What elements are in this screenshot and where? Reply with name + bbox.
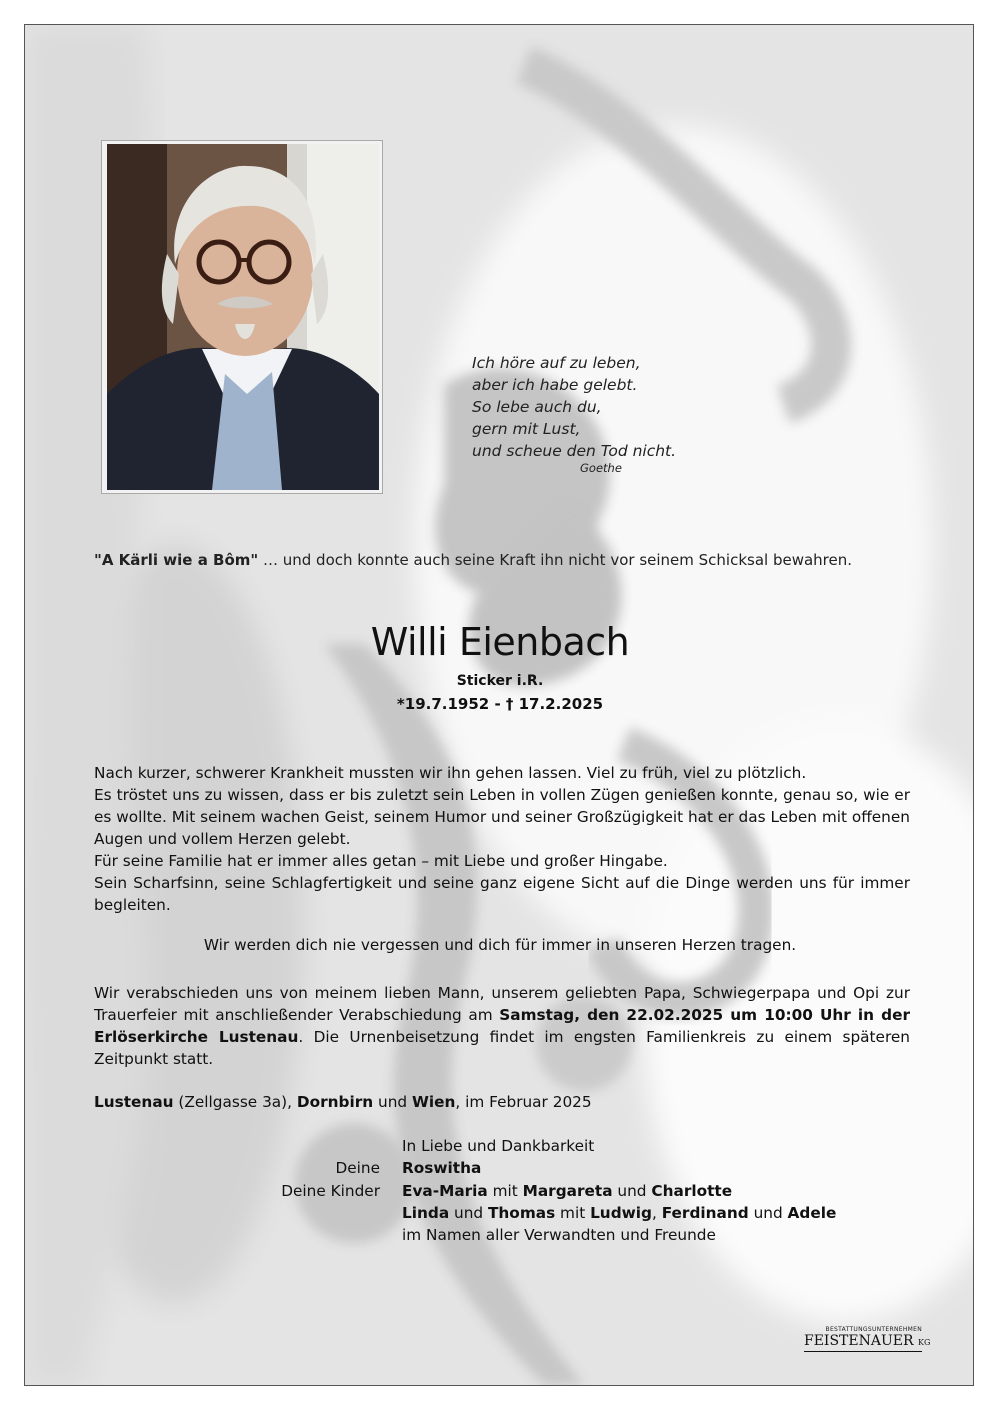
grandchild-name: Ferdinand xyxy=(661,1204,749,1222)
city-dornbirn: Dornbirn xyxy=(296,1093,374,1111)
quote-line: So lebe auch du, xyxy=(472,398,602,416)
address: (Zellgasse 3a), xyxy=(173,1093,297,1111)
month-year: , im Februar 2025 xyxy=(455,1093,592,1111)
grandchild-name: Charlotte xyxy=(651,1182,733,1200)
wife-name-text: Roswitha xyxy=(402,1159,482,1177)
children-line-1 xyxy=(402,1182,732,1200)
label-children: Deine Kinder xyxy=(281,1182,380,1200)
logo-suffix: KG xyxy=(918,1338,931,1347)
label-wife: Deine xyxy=(335,1159,380,1177)
place-date-line xyxy=(94,1093,592,1111)
obituary-text xyxy=(94,762,910,916)
quote xyxy=(472,352,792,474)
funeral-text: Wir verabschieden uns von meinem lieben Mann, unserem geliebten Papa, Schwiegerpapa und Opi zur Trauerfeier mit anschließender Verabschiedung am xyxy=(94,984,910,1024)
conjunction: und xyxy=(373,1093,412,1111)
conjunction: mit xyxy=(555,1204,591,1222)
separator: , xyxy=(651,1204,662,1222)
conjunction: mit xyxy=(487,1182,523,1200)
signature-closing: im Namen aller Verwandten und Freunde xyxy=(402,1226,716,1244)
conjunction: und xyxy=(748,1204,788,1222)
wife-name xyxy=(402,1159,481,1177)
portrait-frame xyxy=(101,140,383,494)
logo-name: FEISTENAUER xyxy=(804,1333,914,1349)
conjunction: und xyxy=(449,1204,488,1222)
conjunction: und xyxy=(612,1182,652,1200)
grandchild-name: Ludwig xyxy=(590,1204,652,1222)
funeral-announcement xyxy=(94,982,910,1070)
child-name: Eva-Maria xyxy=(402,1182,488,1200)
life-dates: *19.7.1952 - † 17.2.2025 xyxy=(396,695,604,713)
children-line-2 xyxy=(402,1204,836,1222)
quote-line: Ich höre auf zu leben, xyxy=(472,354,641,372)
profession: Sticker i.R. xyxy=(456,673,544,689)
child-name: Linda xyxy=(402,1204,450,1222)
obituary-paragraph: Sein Scharfsinn, seine Schlagfertigkeit und seine ganz eigene Sicht auf die Dinge werden uns für immer begleiten. xyxy=(94,874,910,914)
funeral-date-place: Samstag, den 22.02.2025 um 10:00 Uhr in der Erlöserkirche Lustenau xyxy=(94,1006,911,1046)
grandchild-name: Adele xyxy=(787,1204,837,1222)
city-wien: Wien xyxy=(411,1093,456,1111)
funeral-text-end: . Die Urnenbeisetzung findet im engsten Familienkreis zu einem späteren Zeitpunkt statt. xyxy=(94,1028,910,1068)
funeral-home-logo xyxy=(804,1326,931,1352)
obituary-paragraph: Es tröstet uns zu wissen, dass er bis zuletzt sein Leben in vollen Zügen genießen konnte, genau so, wie er es wollte. Mit seinem wachen Geist, seinem Humor und seiner Großzügigkeit hat er das Leben mit offenen Augen und vollem Herzen gelebt. xyxy=(94,786,910,848)
obituary-paragraph: Nach kurzer, schwerer Krankheit mussten wir ihn gehen lassen. Viel zu früh, viel zu plötzlich. xyxy=(94,764,807,782)
intro-line xyxy=(94,551,924,569)
quote-line: aber ich habe gelebt. xyxy=(472,376,638,394)
signature-heading: In Liebe und Dankbarkeit xyxy=(402,1137,595,1155)
deceased-name: Willi Eienbach xyxy=(370,620,630,664)
grandchild-name: Margareta xyxy=(522,1182,613,1200)
intro-text: … und doch konnte auch seine Kraft ihn nicht vor seinem Schicksal bewahren. xyxy=(258,551,853,569)
logo-wordmark xyxy=(804,1333,931,1352)
child-name: Thomas xyxy=(487,1204,556,1222)
intro-nickname: "A Kärli wie a Bôm" xyxy=(94,551,259,569)
memorial-line: Wir werden dich nie vergessen und dich für immer in unseren Herzen tragen. xyxy=(203,936,797,954)
quote-line: und scheue den Tod nicht. xyxy=(472,442,677,460)
city-lustenau: Lustenau xyxy=(94,1093,174,1111)
logo-subtitle: BESTATTUNGSUNTERNEHMEN xyxy=(825,1326,922,1333)
quote-line: gern mit Lust, xyxy=(472,420,581,438)
portrait-photo xyxy=(107,144,379,490)
quote-author: Goethe xyxy=(580,461,622,475)
obituary-paragraph: Für seine Familie hat er immer alles getan – mit Liebe und großer Hingabe. xyxy=(94,852,668,870)
